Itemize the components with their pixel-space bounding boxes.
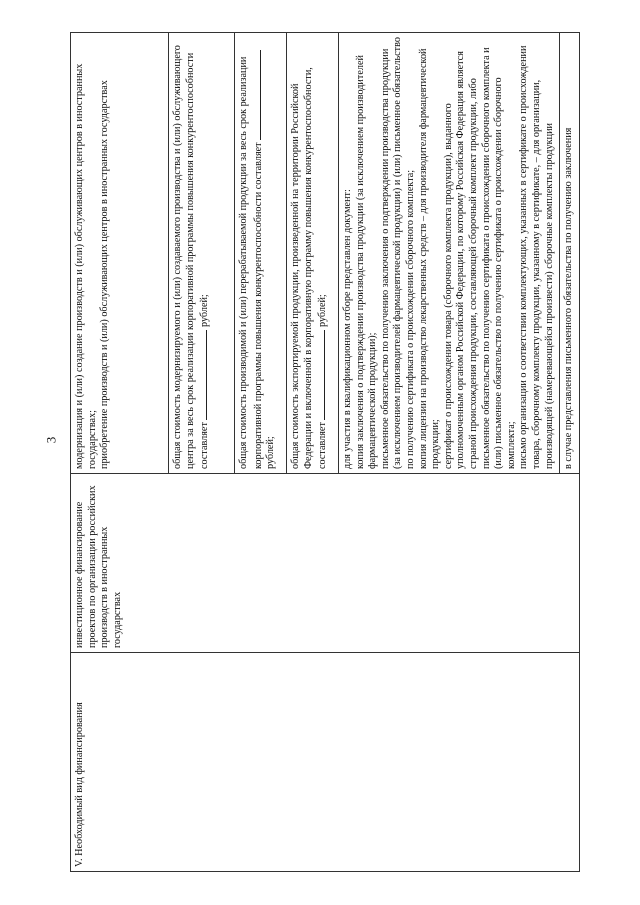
row3-blank	[251, 50, 261, 140]
financing-table	[70, 32, 580, 872]
row-written-obligation: в случае представления письменного обязательства по получению заключения	[560, 33, 580, 474]
document-table-rotated	[70, 32, 580, 872]
row5-line1: для участия в квалификационном отборе представлен документ:	[342, 189, 353, 469]
row2-blank	[197, 330, 207, 420]
row4-blank	[315, 330, 325, 420]
row5-line3: письменное обязательство по получению заключения о подтверждении производства продукции (за исключением производителей фармацевтической продукции) и (или) письменное обязательство по получению сертификата о происхождении сборочного комплекта;	[379, 37, 416, 469]
row3-unit: рублей;	[265, 436, 277, 469]
row2-text: общая стоимость модернизируемого и (или) создаваемого производства и (или) обслуживающего центра за весь срок реализации корпоративной программы повышения конкурентоспособности составляет	[172, 45, 211, 469]
row5-line6: письмо организации о соответствии комплектующих, указанных в сертификате о происхождении товара, сборочному комплекту продукции, указанному в сертификате, – для организации, производящей (намеревающейся произвести) сборочные комплекты продукции	[518, 45, 555, 469]
row-modernized-cost	[169, 33, 235, 474]
financing-type-label: V. Необходимый вид финансирования	[71, 653, 580, 872]
financing-kind-cell: инвестиционное финансирование проектов по организации российских производств в иностранных государствах	[71, 474, 580, 653]
row1-line1: модернизация и (или) создание производств и (или) обслуживающих центров в иностранных государствах;	[74, 63, 98, 469]
row-exported-cost	[287, 33, 339, 474]
row4-unit: рублей;	[317, 294, 329, 327]
page-number: 3	[43, 436, 59, 444]
row5-line5: сертификат о происхождении товара (сборочного комплекта продукции), выданного уполномоченным органом Российской Федерации, по которому Российская Федерация является страной происхождения продукции, составляющей сборочный комплект продукции, либо письменное обязательство по получению сертификата о происхождении сборочного комплекта и (или) письменное обязательство по получению сертификата о происхождении сборочного комплекта;	[442, 47, 517, 469]
row-documents	[339, 33, 560, 474]
row-produced-cost	[235, 33, 287, 474]
row5-line2: копия заключения о подтверждении производства продукции (за исключением производителей фармацевтической продукции);	[354, 55, 379, 469]
row1-line2: приобретение производств и (или) обслуживающих центров в иностранных государствах	[99, 80, 111, 469]
row4-text: общая стоимость экспортируемой продукции, произведенной на территории Российской Федерации и включенной в корпоративную программу повышения конкурентоспособности, составляет	[290, 67, 329, 469]
row3-text: общая стоимость производимой и (или) перерабатываемой продукции за весь срок реализации корпоративной программы повышения конкурентоспособности составляет	[238, 56, 264, 469]
row5-line4: копия лицензии на производство лекарственных средств – для производителя фармацевтической продукции;	[417, 48, 442, 469]
row2-unit: рублей;	[199, 294, 211, 327]
row-modernization	[71, 33, 169, 474]
